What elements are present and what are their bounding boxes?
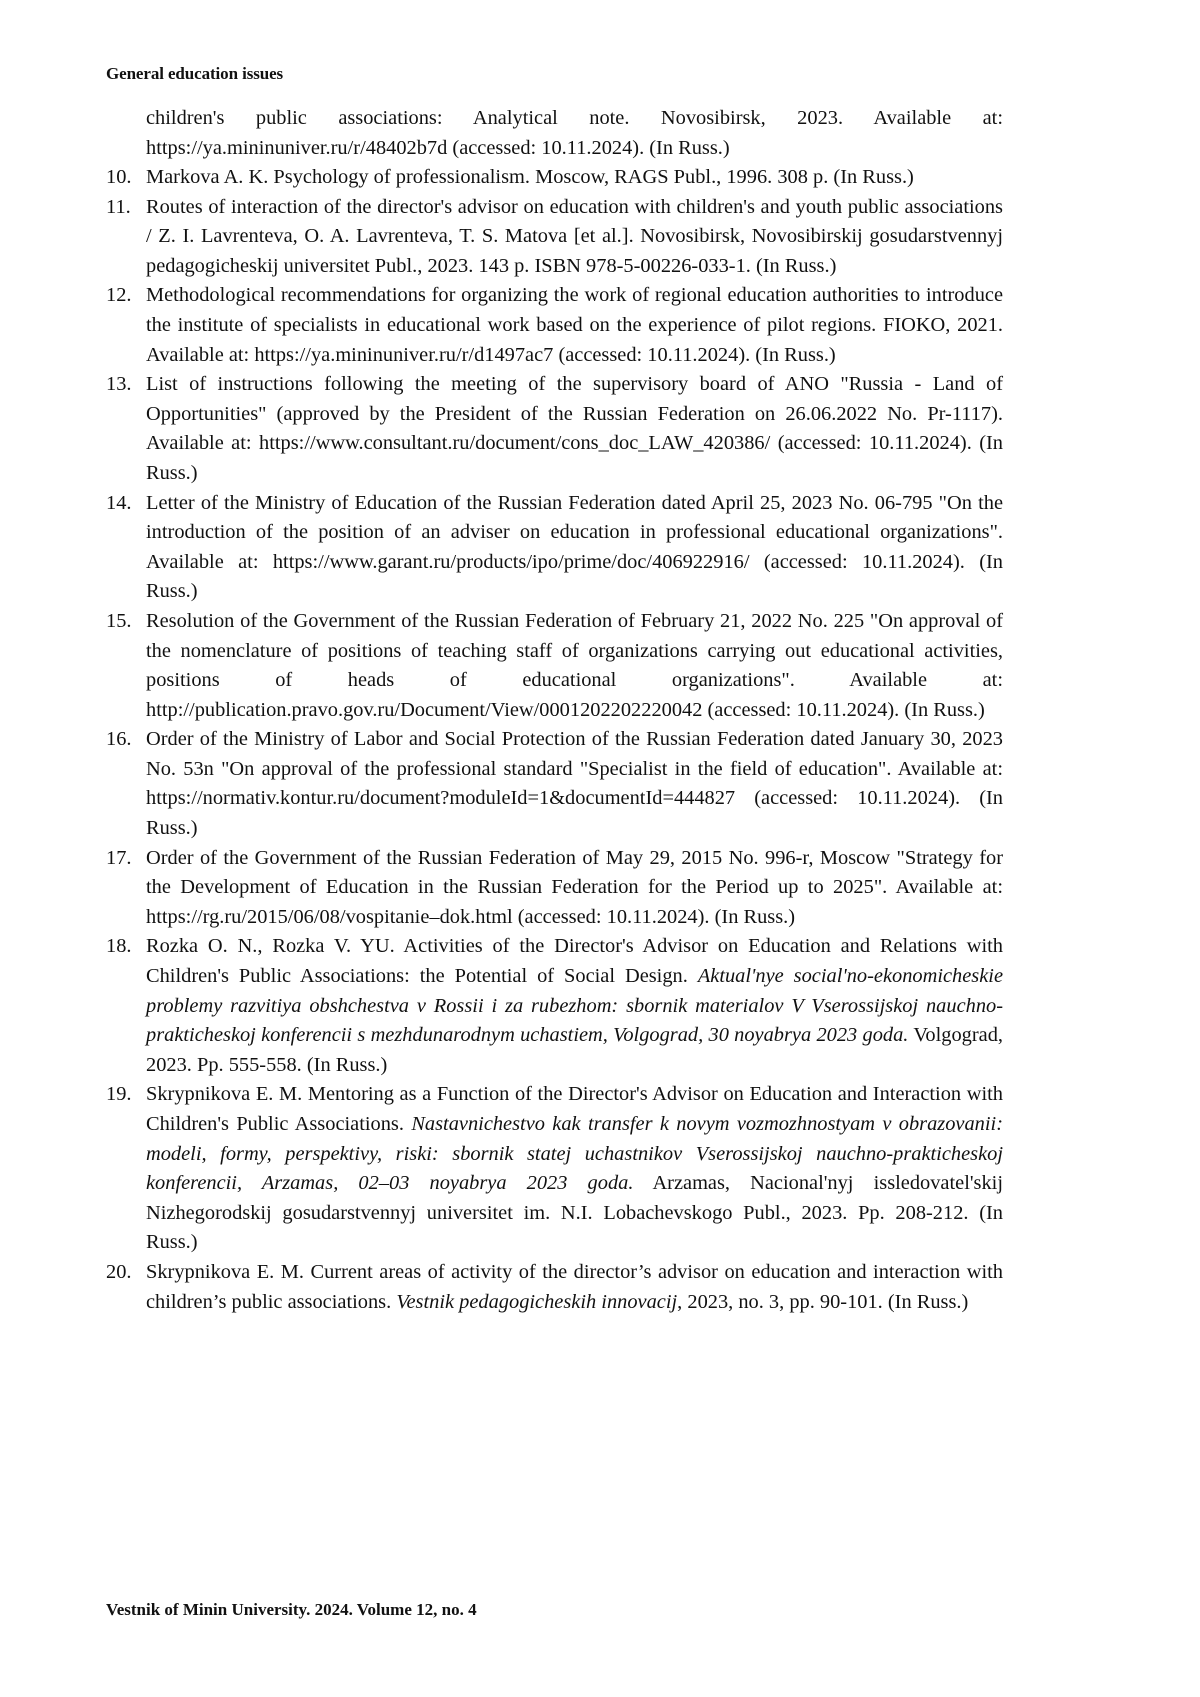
reference-text-run: Routes of interaction of the director's advisor on education with children's and youth public associations / Z. I. Lavrenteva, O. A. Lavrenteva, T. S. Matova [et al.]. Novosibirsk, Novosibirskij gosudarstvennyj pedagogicheskij universitet Publ., 2023. 143 p. ISBN 978-5-00226-033-1. (In Russ.) — [146, 195, 1003, 277]
reference-item — [106, 844, 1003, 933]
reference-number: 13. — [106, 373, 132, 396]
reference-text — [146, 935, 1003, 1075]
reference-number: 17. — [106, 846, 132, 869]
reference-text — [146, 847, 1003, 928]
reference-text-run: Order of the Government of the Russian Federation of May 29, 2015 No. 996-r, Moscow "Strategy for the Development of Education in the Russian Federation for the Period up to 2025". Available at: https://rg.ru/2015/06/08/vospitanie–dok.html (accessed: 10.11.2024). (In Russ.) — [146, 846, 1003, 928]
reference-item — [106, 281, 1003, 370]
reference-number: 16. — [106, 728, 132, 751]
reference-number: 11. — [106, 195, 131, 218]
reference-number: 20. — [106, 1260, 132, 1283]
reference-source-title: Vestnik pedagogicheskih innovacij — [396, 1290, 678, 1313]
reference-number: 15. — [106, 609, 132, 632]
reference-number: 10. — [106, 166, 132, 188]
reference-item — [106, 163, 1003, 193]
reference-text — [146, 196, 1003, 277]
reference-continuation: children's public associations: Analytical note. Novosibirsk, 2023. Available at: https://ya.mininuniver.ru/r/48402b7d (accessed: 10.11.2024). (In Russ.) — [146, 107, 1003, 159]
reference-number: 18. — [106, 935, 132, 958]
reference-text — [146, 1083, 1003, 1253]
reference-text — [146, 166, 914, 188]
reference-text-run: Rozka O. N., Rozka V. YU. Activities of the Director's Advisor on Education and Relations with Children's Public Associations: the Potential of Social Design. — [146, 935, 1003, 988]
reference-text-run: Skrypnikova E. M. Current areas of activity of the director’s advisor on education and interaction with children’s public associations. — [146, 1260, 1003, 1313]
reference-text-run: List of instructions following the meeting of the supervisory board of ANO "Russia - Land of Opportunities" (approved by the President of the Russian Federation on 26.06.2022 No. Pr-1117). Available at: https://www.consultant.ru/document/cons_doc_LAW_420386/ (accessed: 10.11.2024). (In Russ.) — [146, 373, 1003, 484]
reference-text — [146, 728, 1003, 839]
reference-text-run: Order of the Ministry of Labor and Social Protection of the Russian Federation dated January 30, 2023 No. 53n "On approval of the professional standard "Specialist in the field of education". Available at: https://normativ.kontur.ru/document?moduleId=1&documentId=444827 (accessed: 10.11.2024). (In Russ.) — [146, 728, 1003, 840]
reference-text — [146, 1261, 1003, 1313]
reference-text — [146, 492, 1003, 603]
reference-text-run: Arzamas, Nacional'nyj issledovatel'skij Nizhegorodskij gosudarstvennyj universitet im. N.I. Lobachevskogo Publ., 2023. Pp. 208-212. (In Russ.) — [146, 1172, 1003, 1254]
reference-item — [106, 725, 1003, 843]
reference-text-run: Skrypnikova E. M. Mentoring as a Function of the Director's Advisor on Education and Interaction with Children's Public Associations. — [146, 1083, 1003, 1135]
reference-number: 14. — [106, 491, 132, 514]
reference-text — [146, 284, 1003, 365]
reference-item — [106, 932, 1003, 1080]
reference-item — [106, 607, 1003, 725]
reference-number: 19. — [106, 1083, 132, 1106]
reference-item — [106, 1258, 1003, 1317]
reference-item — [106, 370, 1003, 488]
running-header: General education issues — [106, 64, 284, 83]
reference-number: 12. — [106, 284, 132, 307]
reference-text-run: , 2023, no. 3, pp. 90-101. (In Russ.) — [677, 1290, 969, 1313]
reference-list — [106, 163, 1003, 1317]
reference-item — [106, 489, 1003, 607]
reference-text-run: Resolution of the Government of the Russian Federation of February 21, 2022 No. 225 "On approval of the nomenclature of positions of teaching staff of organizations carrying out educational activities, positions of heads of educational organizations". Available at: http://publication.pravo.gov.ru/Document/View/0001202202220042 (accessed: 10.11.2024). (In Russ.) — [146, 609, 1003, 721]
reference-text-run: Methodological recommendations for organizing the work of regional education authorities to introduce the institute of specialists in educational work based on the experience of pilot regions. FIOKO, 2021. Available at: https://ya.mininuniver.ru/r/d1497ac7 (accessed: 10.11.2024). (In Russ.) — [146, 284, 1003, 366]
reference-text-run: Markova A. K. Psychology of professionalism. Moscow, RAGS Publ., 1996. 308 p. (In Russ.) — [146, 166, 914, 188]
running-footer: Vestnik of Minin University. 2024. Volume 12, no. 4 — [106, 1600, 477, 1619]
reference-item — [106, 193, 1003, 282]
reference-text — [146, 373, 1003, 484]
reference-item — [106, 1080, 1003, 1258]
reference-text-run: Letter of the Ministry of Education of the Russian Federation dated April 25, 2023 No. 06-795 "On the introduction of the position of an adviser on education in professional educational organizations". Available at: https://www.garant.ru/products/ipo/prime/doc/406922916/ (accessed: 10.11.2024). (In Russ.) — [146, 491, 1003, 603]
reference-source-title: Nastavnichestvo kak transfer k novym vozmozhnostyam v obrazovanii: modeli, formy, perspektivy, riski: sbornik statej uchastnikov Vserossijskoj nauchno-prakticheskoj konferencii, Arzamas, 02–03 noyabrya 2023 goda. — [146, 1113, 1003, 1195]
reference-text — [146, 610, 1003, 721]
reference-text-run: Volgograd, 2023. Pp. 555-558. (In Russ.) — [146, 1024, 1003, 1076]
reference-source-title: Aktual'nye social'no-ekonomicheskie problemy razvitiya obshchestva v Rossii i za rubezhom: sbornik materialov V Vserossijskoj nauchno-prakticheskoj konferencii s mezhdunarodnym uchastiem, Volgograd, 30 noyabrya 2023 goda. — [146, 965, 1003, 1047]
